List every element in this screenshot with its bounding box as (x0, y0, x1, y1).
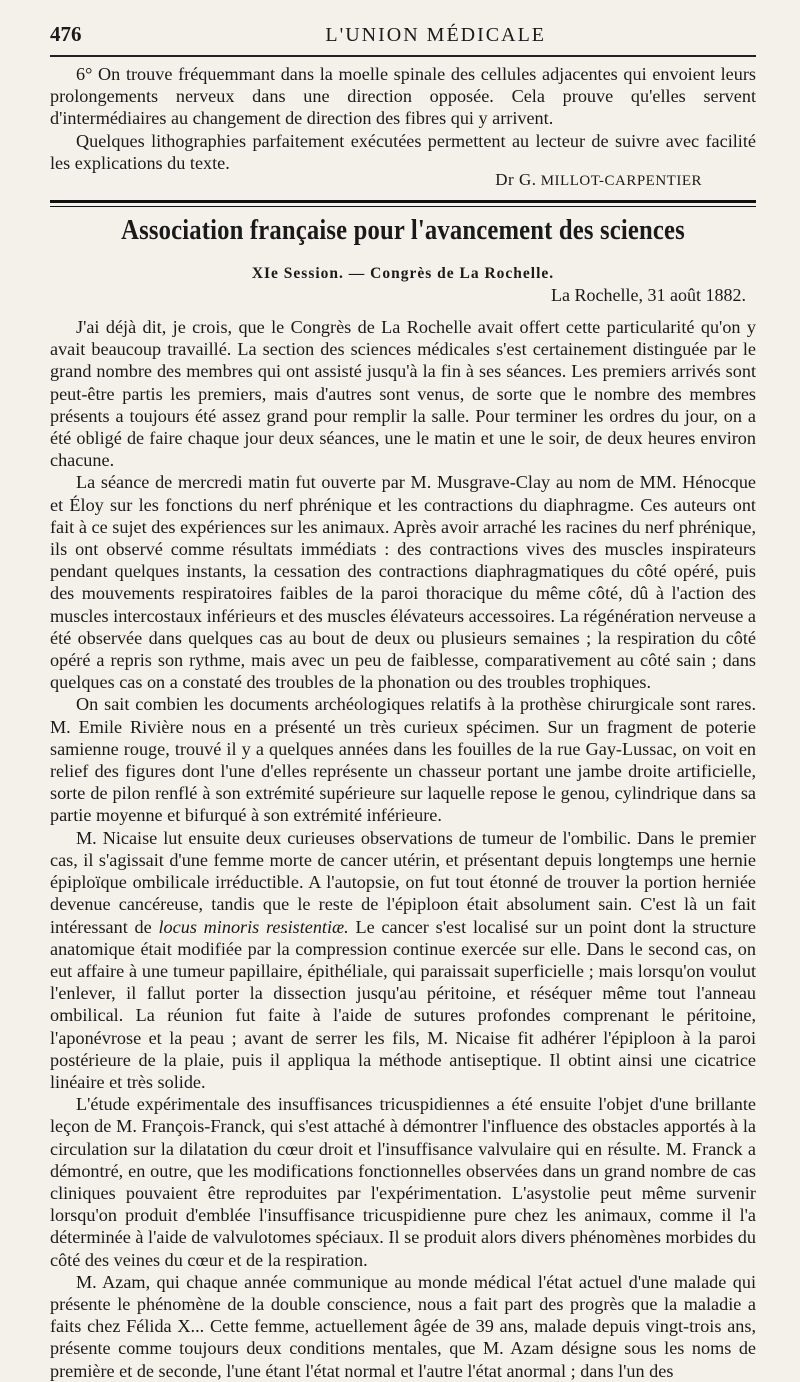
paragraph: J'ai déjà dit, je crois, que le Congrès de La Rochelle avait offert cette particularité qu'on y avait beaucoup travaillé. La section des sciences médicales s'est certainement distinguée par le grand nombre des membres qui ont assisté jusqu'à la fin à ses séances. Les premiers arrivés sont peut-être partis les premiers, mais d'autres sont venus, de sorte que le nombre des membres présents a toujours été assez grand pour remplir la salle. Pour terminer les ordres du jour, on a été obligé de faire chaque jour deux séances, une le matin et une le soir, de deux heures environ chacune. (50, 317, 756, 471)
signature-prefix: Dr G. (495, 170, 537, 190)
journal-title: L'UNION MÉDICALE (325, 24, 546, 46)
previous-article-end (50, 63, 756, 190)
section-rule-thin (50, 206, 756, 207)
paragraph-text: M. Nicaise lut ensuite deux curieuses observations de tumeur de l'ombilic. Dans le premier cas, il s'agissait d'une femme morte de cancer utérin, et présentant depuis longtemps une hernie épiploïque ombilicale irréductible. A l'autopsie, on fut tout étonné de trouver la portion herniée devenue cancéreuse, tandis que le reste de l'épiploon était absolument sain. C'est là un fait intéressant de (50, 827, 756, 937)
latin-phrase: locus minoris resistentiæ. (158, 916, 349, 937)
running-head (50, 22, 756, 47)
header-rule (50, 55, 756, 57)
article-title: Association française pour l'avancement des sciences (121, 215, 685, 247)
paragraph: L'étude expérimentale des insuffisances tricuspidiennes a été ensuite l'objet d'une brillante leçon de M. François-Franck, qui s'est attaché à démontrer l'influence des obstacles apportés à la circulation sur la dilatation du cœur droit et l'insuffisance valvulaire qui en résulte. M. Franck a démontré, en outre, que les modifications fonctionnelles observées dans un grand nombre de cas cliniques pouvaient être reproduites par l'expérimentation. L'asystolie peut même survenir lorsqu'on produit d'emblée l'insuffisance tricuspidienne pure chez les animaux, comme il l'a déterminée à l'aide de valvulotomes spéciaux. Il se produit alors divers phénomènes morbides du côté des veines du cœur et de la respiration. (50, 1094, 756, 1270)
paragraph: M. Azam, qui chaque année communique au monde médical l'état actuel d'une malade qui présente le phénomène de la double conscience, nous a fait part des progrès que la maladie a faits chez Félida X... Cette femme, actuellement âgée de 39 ans, malade depuis vingt-trois ans, présente comme toujours deux conditions mentales, que M. Azam désigne sous les noms de première et de seconde, l'une étant l'état normal et l'autre l'état anormal ; dans l'un des (50, 1271, 756, 1381)
page-number: 476 (50, 22, 82, 46)
paragraph: Quelques lithographies parfaitement exécutées permettent au lecteur de suivre avec facilité les explications du texte. (50, 130, 756, 173)
paragraph (50, 827, 756, 1093)
paragraph-text: Le cancer s'est localisé sur un point dont la structure anatomique était modifiée par la compression continue exercée sur elle. Dans le second cas, on eut affaire à une tumeur papillaire, épithéliale, qui paraissait superficielle ; mais lorsqu'on voulut l'enlever, il fallut porter la dissection jusqu'au péritoine, et réséquer même tout l'anneau ombilical. La réunion fut faite à l'aide de sutures profondes comprenant le péritoine, l'aponévrose et la peau ; avant de serrer les fils, M. Nicaise fit adhérer l'épiploon à la paroi postérieure de la plaie, puis il appliqua la méthode antiseptique. Il obtint ainsi une cicatrice linéaire et très solide. (50, 916, 757, 1092)
dateline: La Rochelle, 31 août 1882. (551, 285, 746, 306)
article-body (50, 316, 756, 1382)
section-rule-thick (50, 200, 756, 203)
paragraph: On sait combien les documents archéologiques relatifs à la prothèse chirurgicale sont rares. M. Emile Rivière nous en a présenté un très curieux spécimen. Sur un fragment de poterie samienne rouge, trouvé il y a quelques années dans les fouilles de la rue Gay-Lussac, on voit en relief des figures dont l'une d'elles représente un chasseur portant une jambe droite artificielle, sorte de pilon renflé à son extrémité supérieure sur laquelle repose le genou, cylindrique dans sa partie moyenne et bifurqué à son extrémité inférieure. (50, 694, 756, 826)
signature-name: MILLOT-CARPENTIER (540, 173, 702, 190)
paragraph: La séance de mercredi matin fut ouverte par M. Musgrave-Clay au nom de MM. Hénocque et Éloy sur les fonctions du nerf phrénique et les contractions du diaphragme. Ces auteurs ont fait à ce sujet des expériences sur les animaux. Après avoir arraché les racines du nerf phrénique, ils ont observé comme résultats immédiats : des contractions vives des muscles inspirateurs pendant quelques instants, la cessation des contractions diaphragmatiques du côté opéré, puis des mouvements respiratoires faibles de la paroi thoracique du même côté, dû à l'action des muscles intercostaux inférieurs et des muscles élévateurs accessoires. La régénération nerveuse a été observée dans quelques cas au bout de deux ou plusieurs semaines ; la respiration du côté opéré a repris son rythme, mais avec un peu de faiblesse, comparativement au côté sain ; dans quelques cas on a constaté des troubles de la phonation ou des troubles trophiques. (50, 472, 756, 693)
session-heading: XIe Session. — Congrès de La Rochelle. (251, 265, 555, 283)
paragraph: 6° On trouve fréquemmant dans la moelle spinale des cellules adjacentes qui envoient leurs prolongements nerveux dans une direction opposée. Cela prouve qu'elles servent d'intermédiaires au changement de direction des fibres qui y arrivent. (50, 64, 756, 129)
